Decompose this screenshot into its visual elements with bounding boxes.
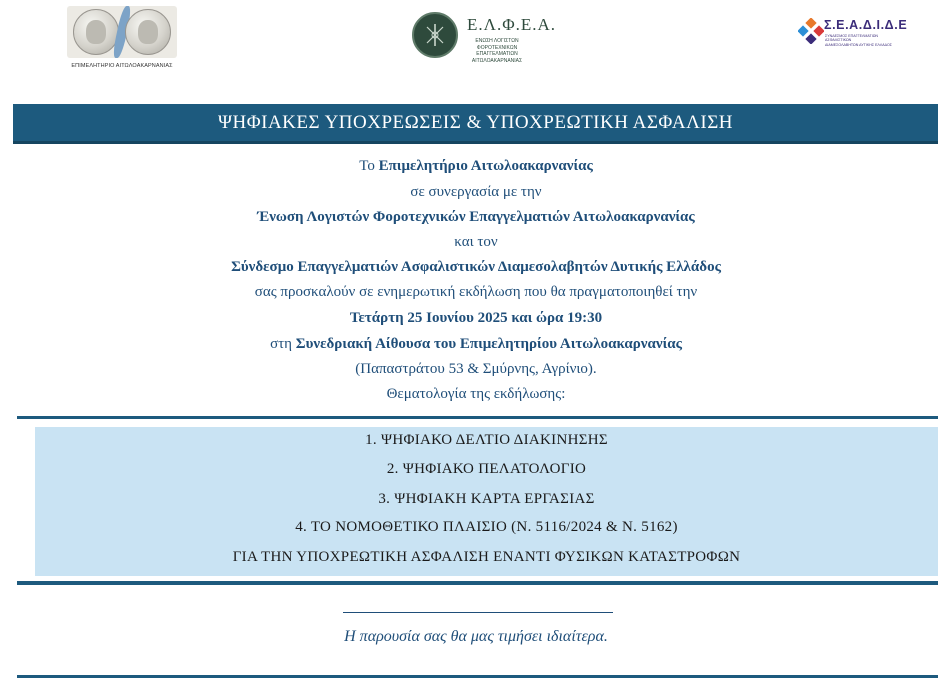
signature-line: [343, 612, 613, 613]
topics-heading: Θεματολογία της εκδήλωσης:: [386, 386, 566, 402]
topic-item: 2. ΨΗΦΙΑΚΟ ΠΕΛΑΤΟΛΟΓΙΟ: [386, 461, 587, 477]
organizer-seadide: Σύνδεσμο Επαγγελματιών Ασφαλιστικών Διαμεσολαβητών Δυτικής Ελλάδος: [231, 259, 721, 275]
topics-box: [35, 427, 938, 576]
intro-line-seadide: [0, 259, 952, 276]
intro-line-and: και τον: [454, 234, 498, 250]
page-title: ΨΗΦΙΑΚΕΣ ΥΠΟΧΡΕΩΣΕΙΣ & ΥΠΟΧΡΕΩΤΙΚΗ ΑΣΦΑΛΙΣΗ: [217, 112, 734, 133]
intro-line-elfea: [0, 209, 952, 226]
seadide-subtitle: ΣΥΝΔΕΣΜΟΣ ΕΠΑΓΓΕΛΜΑΤΙΩΝ ΑΣΦΑΛΙΣΤΙΚΩΝ ΔΙΑΜΕΣΟΛΑΒΗΤΩΝ ΔΥΤΙΚΗΣ ΕΛΛΑΔΟΣ: [825, 34, 893, 47]
seadide-mark-icon: [798, 18, 824, 44]
topic-item: 3. ΨΗΦΙΑΚΗ ΚΑΡΤΑ ΕΡΓΑΣΙΑΣ: [378, 491, 595, 507]
elfea-subtitle: ΕΝΩΣΗ ΛΟΓΙΣΤΩΝ ΦΟΡΟΤΕΧΝΙΚΩΝ ΕΠΑΓΓΕΛΜΑΤΙΩΝ ΑΙΤΩΛΟΑΚΑΡΝΑΝΙΑΣ: [471, 38, 523, 64]
closing-remark: Η παρουσία σας θα μας τιμήσει ιδιαίτερα.: [344, 628, 608, 645]
divider-rule: [17, 416, 938, 419]
topic-item: 4. ΤΟ ΝΟΜΟΘΕΤΙΚΟ ΠΛΑΙΣΙΟ (Ν. 5116/2024 & Ν. 5162): [295, 519, 678, 535]
chamber-logo: [67, 6, 177, 70]
coin-emblem-image: [67, 6, 177, 58]
intro-line-cooperation: σε συνεργασία με την: [410, 184, 542, 200]
divider-rule: [17, 581, 938, 585]
topic-item: ΓΙΑ ΤΗΝ ΥΠΟΧΡΕΩΤΙΚΗ ΑΣΦΑΛΙΣΗ ΕΝΑΝΤΙ ΦΥΣΙΚΩΝ ΚΑΤΑΣΤΡΟΦΩΝ: [232, 549, 741, 565]
divider-rule: [17, 675, 938, 678]
event-datetime: Τετάρτη 25 Ιουνίου 2025 και ώρα 19:30: [349, 310, 603, 326]
event-venue: στη Συνεδριακή Αίθουσα του Επιμελητηρίου Αιτωλοακαρνανίας: [270, 336, 682, 352]
elfea-emblem-icon: [412, 12, 458, 58]
topic-item: 1. ΨΗΦΙΑΚΟ ΔΕΛΤΙΟ ΔΙΑΚΙΝΗΣΗΣ: [365, 432, 608, 448]
organizer-elfea: Ένωση Λογιστών Φοροτεχνικών Επαγγελματιών Αιτωλοακαρνανίας: [257, 209, 695, 225]
elfea-name: Ε.Λ.Φ.Ε.Α.: [467, 15, 557, 34]
elfea-logo: [412, 12, 572, 64]
organizer-chamber: Επιμελητήριο Αιτωλοακαρνανίας: [378, 158, 593, 174]
event-address: (Παπαστράτου 53 & Σμύρνης, Αγρίνιο).: [355, 361, 597, 377]
coin-icon: [125, 9, 171, 55]
coin-icon: [73, 9, 119, 55]
chamber-logo-caption: ΕΠΙΜΕΛΗΤΗΡΙΟ ΑΙΤΩΛΟΑΚΑΡΝΑΝΙΑΣ: [71, 63, 173, 69]
seadide-name: Σ.Ε.Α.Δ.Ι.Δ.Ε: [824, 18, 908, 32]
intro-line-organizer: Το Επιμελητήριο Αιτωλοακαρνανίας: [359, 158, 593, 174]
seadide-logo: [798, 16, 908, 50]
title-banner: [13, 104, 938, 144]
intro-line-invitation: σας προσκαλούν σε ενημερωτική εκδήλωση που θα πραγματοποιηθεί την: [254, 284, 698, 300]
